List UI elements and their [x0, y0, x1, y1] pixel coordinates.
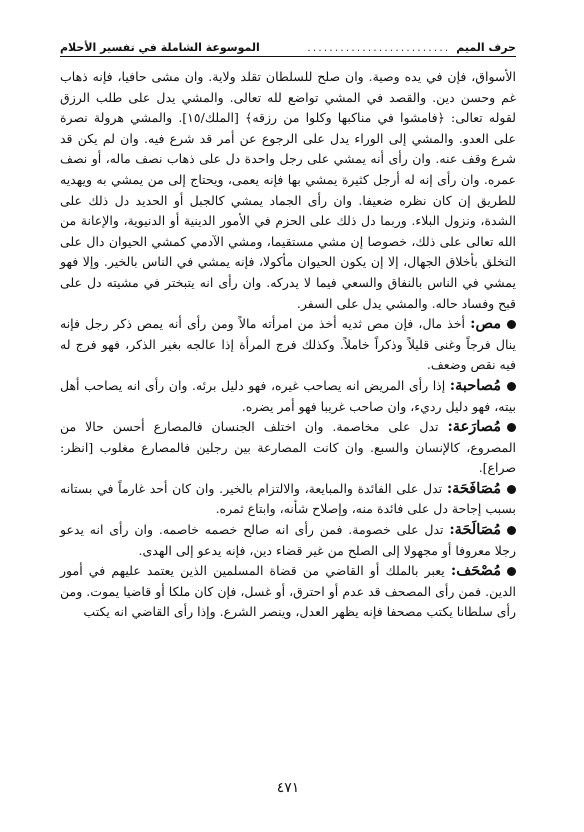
entry-musahaba: [60, 376, 516, 417]
entry-musaraa: [60, 417, 516, 479]
entry-text: تدل على الفائدة والمبايعة، والالتزام بالخير. وان كان أحد غارماً في بستانه بسبب إجاحة دل على فائدة منه، وإصلاح شأنه، وابتاع ثمره.: [60, 480, 516, 517]
entry-term: مص:: [470, 315, 501, 333]
entry-term: مُصَافَحَة:: [446, 479, 501, 497]
entry-text: أخذ مال، فإن مص ثديه أخذ من امرأته مالاً ومن رأى أنه يمص ذكر رجل فإنه ينال فرجاً وغنى قليلاً وذكراً خاملاً. وكذلك فرج المرأة إذا عالجه بغير الذكر، فهو فرج له فيه نقص وضعف.: [60, 316, 516, 373]
entry-term: مُصَالَحَة:: [449, 521, 501, 539]
intro-paragraph: الأسواق، فإن في يده وصية. وان صلح للسلطان تقلد ولاية. وان مشى حافيا، فإنه ذهاب غم وحسن دين. والقصد في المشي تواضع لله تعالى. والمشي يدل على طلب الرزق لقوله تعالى: ﴿فامشوا في مناكبها وكلوا من رزقه﴾ [الملك/١٥]. والمشي هرولة نصرة على العدو. والمشي إلى الوراء يدل على الرجوع عن أمر قد شرع فيه. وان لم يكن قد شرع وقف عنه. وان رأى أنه يمشي على رجل واحدة دل على ذهاب نصف ماله، أو نصف عمره. وان رأى إنه له أرجل كثيرة يمشي بها فإنه يعمى، ويحتاج إلى من يمشي به ويهديه للطريق إن كان نظره ضعيفا. وان رأى الجماد يمشي كالجبل أو الحديد دل ذلك على الشدة، ونزول البلاء. وربما دل ذلك على الحزم في الأمور الدينية أو الدنيوية، والإعانة من الله تعالى على ذلك، خصوصا إن مشي مستقيما، ومشي الآدمي كمشي الحيوان دال على التخلق بأخلاق الجهال، إلا إن يكون الحيوان مأكولا، فإنه يمشي في الناس بالخير. وإلا فهو يمشي في الناس بالنفاق والسعي فيما لا يدركه. وان رأى انه يتبختر في مشيته دل على قبح وفساد حاله. والمشي يدل على السفر.: [60, 69, 516, 311]
entry-term: مُصاحبة:: [449, 376, 501, 394]
book-title: الموسوعة الشاملة في تفسير الأحلام: [60, 41, 260, 54]
entry-text: يعبر بالملك أو القاضي من قضاة المسلمين الذين يعتمد عليهم في أمور الدين. فمن رأى المصحف قد عدم أو احترق، أو غسل، فإن كان ملكا أو قاضيا يموت. ومن رأى سلطانا يكتب مصحفا فإنه يظهر العدل، وينصر الشرع. وإذا رأى القاضي انه يكتب: [60, 563, 516, 620]
entry-text: تدل على مخاصمة. وان اختلف الجنسان فالمصارع أحسن حالا من المصروع، كالإنسان والسبع. وان كانت المصارعة بين رجلين فالمصارع مغلوب [انظر: صراع].: [60, 419, 516, 476]
bullet-icon: [507, 382, 516, 391]
entry-text: إذا رأى المريض انه يصاحب غيره، فهو دليل برئه. وان رأى انه يصاحب أهل بيته، فهو دليل رديء، وان صاحب غريبا فهو أمر يضره.: [60, 377, 516, 414]
entry-musafaha: [60, 479, 516, 520]
page-number: ٤٧١: [276, 780, 300, 796]
entry-musalaha: [60, 520, 516, 561]
header-dot-leader: ..........................: [307, 41, 451, 54]
page-body: [60, 67, 516, 623]
bullet-icon: [507, 567, 516, 576]
bullet-icon: [507, 485, 516, 494]
book-page: [60, 36, 516, 796]
running-header: [60, 36, 516, 57]
chapter-title: حرف الميم: [456, 41, 516, 54]
entry-term: مُصارَعة:: [447, 418, 501, 436]
entry-text: تدل على خصومة. فمن رأى انه صالح خصمه خاصمه. وان رأى انه يدعو رجلا معروفا أو مجهولا إلى الصلح من غير قضاء دين، فإنه يدعو إلى الهدى.: [60, 522, 516, 558]
entry-mass: [60, 314, 516, 376]
bullet-icon: [507, 423, 516, 432]
entry-term: مُصْحَف:: [450, 562, 501, 580]
bullet-icon: [507, 526, 516, 535]
bullet-icon: [507, 320, 516, 329]
entry-mushaf: [60, 561, 516, 623]
